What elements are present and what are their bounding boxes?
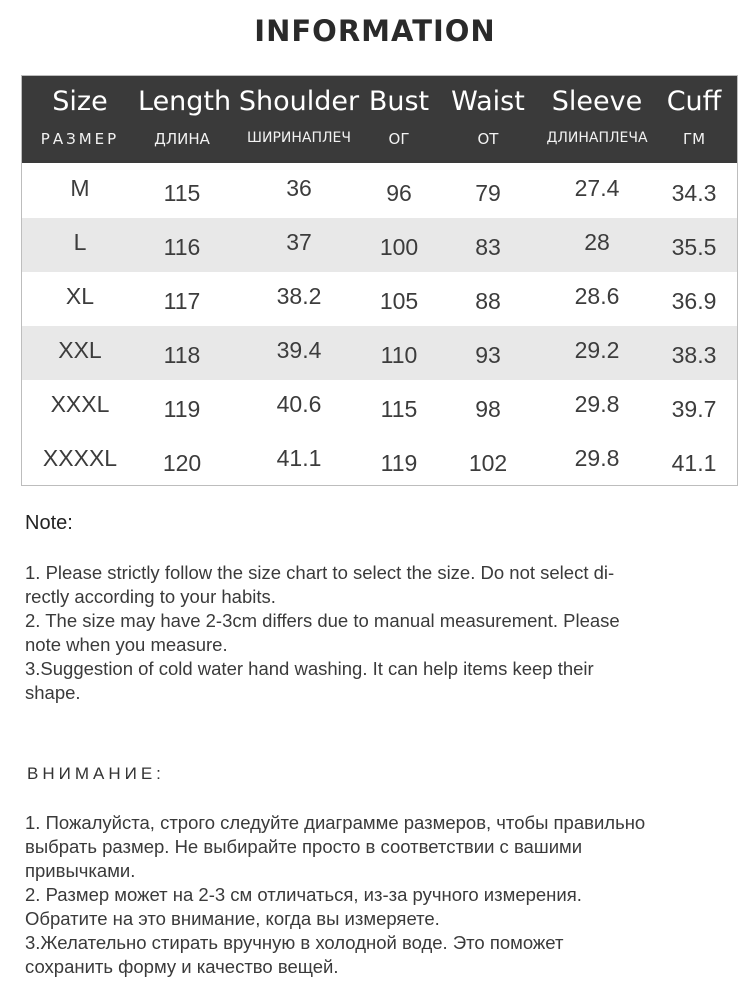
note-line: shape. <box>25 682 81 703</box>
cell-cuff: 38.3 <box>671 342 717 368</box>
cell-cuff: 34.3 <box>671 180 717 206</box>
cell-cuff: 35.5 <box>671 234 717 260</box>
header-sublabel: ДЛИНАПЛЕЧА <box>546 130 648 146</box>
cell-shoulder: 41.1 <box>276 445 322 471</box>
note-line: 2. The size may have 2-3cm differs due to manual measurement. Please <box>25 610 620 631</box>
cell-size: M <box>70 175 90 201</box>
note-line: note when you measure. <box>25 634 228 655</box>
cell-length: 118 <box>163 342 201 368</box>
header-size <box>22 76 138 163</box>
cell-waist: 98 <box>475 396 501 422</box>
cell-sleeve: 28 <box>584 229 610 255</box>
cell-bust: 100 <box>379 234 419 260</box>
cell-waist: 83 <box>475 234 501 260</box>
note-line: rectly according to your habits. <box>25 586 276 607</box>
cell-cuff: 41.1 <box>671 450 717 476</box>
cell-length: 116 <box>163 234 201 260</box>
header-label: Length <box>138 86 232 117</box>
header-length <box>138 76 232 163</box>
ru-note-line: Обратите на это внимание, когда вы измеряете. <box>25 908 440 929</box>
cell-waist: 88 <box>475 288 501 314</box>
cell-bust: 110 <box>380 342 418 368</box>
ru-note-line: сохранить форму и качество вещей. <box>25 956 339 977</box>
cell-bust: 96 <box>386 180 412 206</box>
cell-size: XL <box>65 283 95 309</box>
cell-sleeve: 29.8 <box>574 391 620 417</box>
header-label: Bust <box>368 86 430 117</box>
cell-bust: 105 <box>379 288 419 314</box>
header-cuff <box>658 76 730 163</box>
ru-note-line: выбрать размер. Не выбирайте просто в соответствии с вашими <box>25 836 583 857</box>
cell-sleeve: 29.2 <box>574 337 620 363</box>
cell-length: 119 <box>163 396 201 422</box>
ru-note-line: 1. Пожалуйста, строго следуйте диаграмме размеров, чтобы правильно <box>25 812 646 833</box>
header-label: Sleeve <box>551 86 643 117</box>
header-label: Shoulder <box>238 86 360 117</box>
cell-waist: 93 <box>475 342 501 368</box>
header-sublabel: ШИРИНАПЛЕЧ <box>247 130 351 146</box>
note-line: 1. Please strictly follow the size chart to select the size. Do not select di- <box>25 562 615 583</box>
table-row <box>22 272 737 326</box>
table-row <box>22 218 737 272</box>
header-waist <box>443 76 533 163</box>
ru-note-body <box>25 811 725 979</box>
table-row <box>22 434 737 486</box>
cell-size: XXXXL <box>42 445 118 471</box>
cell-bust: 119 <box>380 450 418 476</box>
cell-shoulder: 36 <box>286 175 312 201</box>
header-sublabel: ОТ <box>477 130 499 148</box>
ru-note-heading: ВНИМАНИЕ: <box>27 764 165 783</box>
cell-sleeve: 27.4 <box>574 175 620 201</box>
header-label: Size <box>52 86 108 117</box>
header-label: Cuff <box>666 86 722 117</box>
cell-waist: 79 <box>475 180 501 206</box>
cell-size: XXL <box>58 337 102 363</box>
header-sublabel: ДЛИНА <box>154 130 210 148</box>
cell-shoulder: 39.4 <box>276 337 322 363</box>
ru-note-line: привычками. <box>25 860 136 881</box>
table-row <box>22 380 737 434</box>
cell-shoulder: 38.2 <box>276 283 322 309</box>
cell-length: 117 <box>163 288 201 314</box>
cell-size: L <box>73 229 87 255</box>
table-row <box>22 326 737 380</box>
cell-length: 120 <box>162 450 202 476</box>
size-table <box>21 75 738 486</box>
header-sublabel: ГМ <box>682 130 706 148</box>
header-label: Waist <box>451 86 525 117</box>
cell-cuff: 36.9 <box>671 288 717 314</box>
table-header <box>22 76 737 163</box>
note-line: 3.Suggestion of cold water hand washing. It can help items keep their <box>25 658 594 679</box>
ru-note-line: 3.Желательно стирать вручную в холодной воде. Это поможет <box>25 932 564 953</box>
cell-cuff: 39.7 <box>671 396 717 422</box>
cell-shoulder: 37 <box>286 229 312 255</box>
cell-sleeve: 29.8 <box>574 445 620 471</box>
header-sleeve <box>537 76 657 163</box>
header-shoulder <box>236 76 362 163</box>
note-body <box>25 561 725 705</box>
cell-size: XXXL <box>50 391 110 417</box>
note-heading: Note: <box>25 512 73 534</box>
header-bust <box>362 76 436 163</box>
cell-waist: 102 <box>468 450 508 476</box>
cell-length: 115 <box>163 180 201 206</box>
header-sublabel: РАЗМЕР <box>40 130 120 148</box>
cell-sleeve: 28.6 <box>574 283 620 309</box>
ru-note-line: 2. Размер может на 2-3 см отличаться, из-за ручного измерения. <box>25 884 582 905</box>
table-row <box>22 164 737 218</box>
header-sublabel: ОГ <box>388 130 410 148</box>
cell-bust: 115 <box>380 396 418 422</box>
cell-shoulder: 40.6 <box>276 391 322 417</box>
page-title: INFORMATION <box>254 14 496 48</box>
